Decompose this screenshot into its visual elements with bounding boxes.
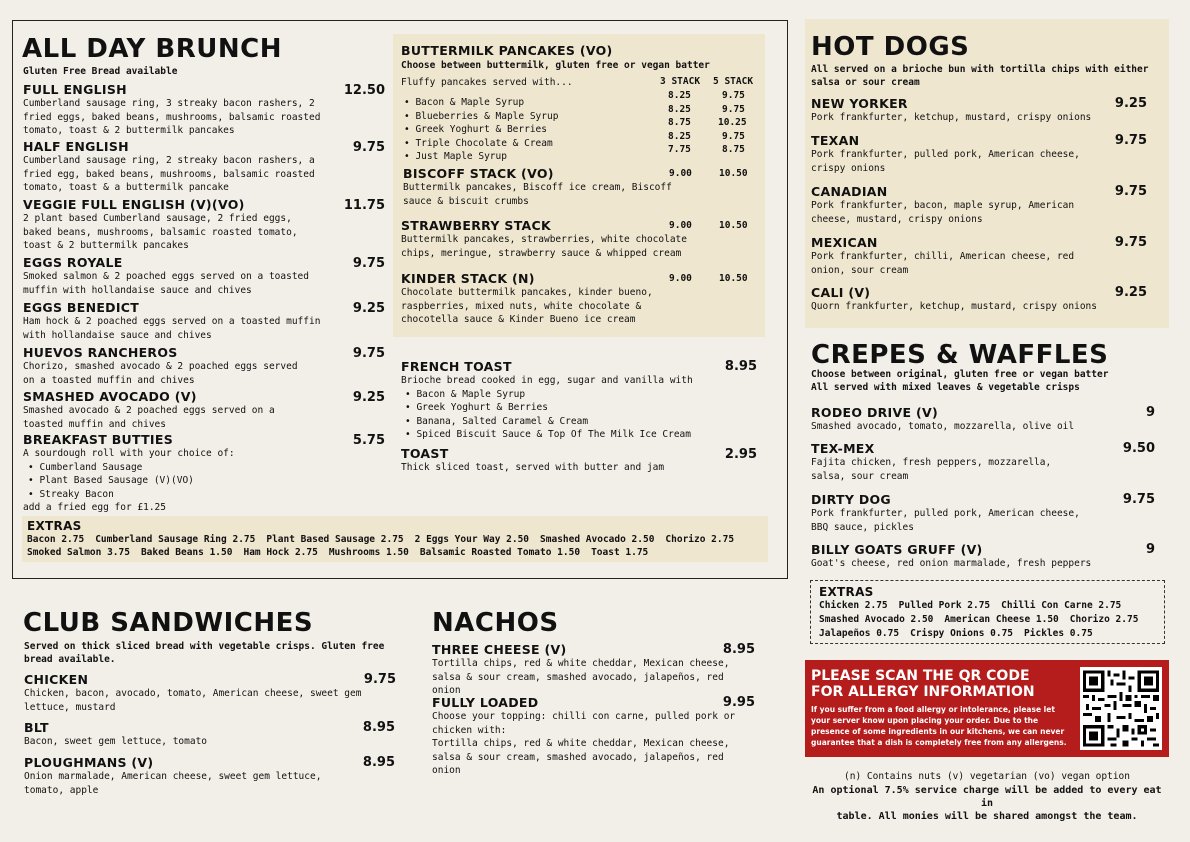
- butties-options: [28, 461, 385, 502]
- item-name: RODEO DRIVE (V): [811, 405, 938, 420]
- price-3-stack: 8.75: [668, 117, 691, 128]
- item-name: BREAKFAST BUTTIES: [23, 432, 174, 447]
- item-name: TEXAN: [811, 133, 860, 148]
- menu-item: [24, 672, 396, 714]
- price-3-stack: 7.75: [668, 144, 691, 155]
- price-3-stack: 9.00: [669, 220, 692, 231]
- menu-item: [811, 441, 1155, 483]
- item-description: Pork frankfurter, ketchup, mustard, crispy onions: [811, 112, 1092, 123]
- table-row: [404, 144, 759, 162]
- pancake-toppings: [404, 90, 759, 162]
- item-description: Smashed avocado, tomato, mozzarella, olive oil: [811, 421, 1075, 432]
- menu-item: [24, 720, 395, 749]
- item-name: DIRTY DOG: [811, 492, 891, 507]
- extra-item: Chicken 2.75: [819, 600, 888, 611]
- item-price: 12.50: [343, 83, 385, 98]
- menu-item: [811, 235, 1147, 277]
- item-name: TEX-MEX: [811, 441, 875, 456]
- menu-item: [23, 255, 385, 297]
- list-item: • Streaky Bacon: [28, 488, 385, 502]
- item-price: 9.25: [352, 301, 385, 316]
- menu-item: [401, 271, 756, 327]
- menu-item: [811, 542, 1155, 571]
- item-price: 9.25: [1114, 96, 1147, 111]
- price-3-stack: 8.25: [668, 90, 691, 101]
- item-name: HUEVOS RANCHEROS: [23, 345, 178, 360]
- menu-item: [23, 345, 385, 387]
- list-item: • Cumberland Sausage: [28, 461, 385, 475]
- extra-item: Mushrooms 1.50: [328, 547, 409, 558]
- item-price: 9.25: [352, 390, 385, 405]
- item-name: FULLY LOADED: [432, 695, 539, 710]
- extra-item: American Cheese 1.50: [944, 614, 1059, 625]
- item-description: Bacon, sweet gem lettuce, tomato: [24, 736, 208, 747]
- item-price: 8.95: [722, 642, 755, 657]
- dietary-legend: (n) Contains nuts (v) vegetarian (vo) vegan option: [844, 771, 1130, 782]
- menu-item: [432, 695, 755, 778]
- column-header-3-stack: 3 STACK: [660, 76, 701, 87]
- item-description: Fajita chicken, fresh peppers, mozzarella, salsa, sour cream: [811, 457, 1052, 482]
- allergy-title: PLEASE SCAN THE QR CODE FOR ALLERGY INFORMATION: [811, 668, 1035, 700]
- item-price: 9.50: [1122, 441, 1155, 456]
- extra-item: Smashed Avocado 2.50: [819, 614, 934, 625]
- extra-item: Jalapeños 0.75: [819, 628, 900, 639]
- item-name: PLOUGHMANS (V): [24, 755, 154, 770]
- extra-item: Cumberland Sausage Ring 2.75: [95, 534, 256, 545]
- item-name: CALI (V): [811, 285, 871, 300]
- topping-bullet: •: [404, 110, 416, 122]
- qr-code-icon[interactable]: [1080, 667, 1162, 750]
- price-5-stack: 10.50: [719, 273, 748, 284]
- item-description: Tortilla chips, red & white cheddar, Mexican cheese, salsa & sour cream, smashed avocado, jalapeños, red onion: [432, 658, 730, 696]
- item-description: Cumberland sausage ring, 2 streaky bacon rashers, a fried egg, baked beans, mushrooms, balsamic roasted tomato, toast & a buttermilk pancake: [23, 155, 315, 193]
- item-name: CANADIAN: [811, 184, 888, 199]
- extra-item: Crispy Onions 0.75: [910, 628, 1014, 639]
- crepes-extras: [810, 580, 1165, 644]
- item-description: Onion marmalade, American cheese, sweet gem lettuce, tomato, apple: [24, 771, 322, 796]
- pancakes-title: BUTTERMILK PANCAKES (VO): [401, 43, 613, 58]
- item-name: SMASHED AVOCADO (V): [23, 389, 197, 404]
- extras-row: [819, 599, 1156, 613]
- table-row: [404, 103, 759, 122]
- item-name: FULL ENGLISH: [23, 82, 127, 97]
- extra-item: Plant Based Sausage 2.75: [266, 534, 404, 545]
- item-description: Thick sliced toast, served with butter and jam: [401, 462, 665, 473]
- item-name: KINDER STACK (N): [401, 271, 535, 286]
- item-name: EGGS BENEDICT: [23, 300, 140, 315]
- topping-bullet: •: [404, 137, 416, 149]
- table-row: [404, 90, 759, 108]
- item-description: Cumberland sausage ring, 3 streaky bacon rashers, 2 fried eggs, baked beans, mushrooms, balsamic roasted tomato, toast & 2 buttermilk pancakes: [23, 98, 321, 136]
- list-item: • Spiced Biscuit Sauce & Top Of The Milk Ice Cream: [405, 428, 757, 442]
- item-price: 8.95: [362, 755, 395, 770]
- menu-item: [811, 285, 1147, 314]
- item-name: CHICKEN: [24, 672, 89, 687]
- item-price: 9.75: [1114, 133, 1147, 148]
- menu-item: [401, 446, 757, 475]
- item-price: 9.25: [1114, 285, 1147, 300]
- item-description: Choose your topping: chilli con carne, pulled pork or chicken with: Tortilla chips, red & white cheddar, Mexican cheese, salsa & sour cream, smashed avocado, jalapeños, red onion: [432, 711, 736, 776]
- item-name: BISCOFF STACK (VO): [403, 166, 554, 181]
- extras-row: [27, 533, 763, 547]
- price-5-stack: 10.50: [719, 168, 748, 179]
- item-description: Smoked salmon & 2 poached eggs served on a toasted muffin with hollandaise sauce and chives: [23, 271, 309, 296]
- price-3-stack: 9.00: [669, 273, 692, 284]
- service-charge-note: An optional 7.5% service charge will be added to every eat in table. All monies will be shared amongst the team.: [812, 785, 1162, 822]
- allergy-notice: [805, 660, 1169, 757]
- item-price: 9.75: [352, 140, 385, 155]
- item-name: FRENCH TOAST: [401, 359, 512, 374]
- extra-item: Chorizo 2.75: [665, 534, 735, 545]
- brunch-title: ALL DAY BRUNCH: [22, 34, 282, 64]
- topping-name: Greek Yoghurt & Berries: [415, 124, 548, 135]
- extra-item: Chorizo 2.75: [1069, 614, 1139, 625]
- crepes-subtitle: Choose between original, gluten free or vegan batter All served with mixed leaves & vegetable crisps: [811, 369, 1109, 393]
- topping-bullet: •: [404, 124, 416, 135]
- crepes-title: CREPES & WAFFLES: [811, 340, 1109, 370]
- menu-item: [811, 96, 1147, 125]
- topping-name: Blueberries & Maple Syrup: [415, 110, 559, 122]
- extra-item: Pulled Pork 2.75: [898, 600, 991, 611]
- list-item: • Greek Yoghurt & Berries: [405, 401, 757, 415]
- item-price: 9.75: [363, 672, 396, 687]
- item-description: Pork frankfurter, pulled pork, American cheese, crispy onions: [811, 149, 1080, 174]
- menu-item: [23, 389, 385, 431]
- table-row: [404, 117, 759, 135]
- extra-item: Chilli Con Carne 2.75: [1001, 600, 1122, 611]
- item-name: VEGGIE FULL ENGLISH (V)(VO): [23, 197, 245, 212]
- topping-name: Just Maple Syrup: [415, 151, 507, 162]
- price-3-stack: 9.00: [669, 168, 692, 179]
- price-3-stack: 8.25: [668, 130, 691, 142]
- item-description: Brioche bread cooked in egg, sugar and vanilla with: [401, 375, 693, 386]
- table-row: [404, 130, 759, 149]
- club-subtitle: Served on thick sliced bread with vegetable crisps. Gluten free bread available.: [24, 641, 385, 665]
- extras-row: [819, 627, 1156, 641]
- brunch-subtitle: Gluten Free Bread available: [23, 66, 178, 77]
- topping-bullet: •: [404, 97, 416, 108]
- menu-item: [23, 82, 385, 138]
- item-price: 9: [1145, 542, 1155, 557]
- price-5-stack: 9.75: [722, 90, 745, 101]
- menu-item: [23, 139, 385, 195]
- extras-title: EXTRAS: [819, 585, 874, 599]
- extra-item: Pickles 0.75: [1024, 628, 1093, 639]
- item-name: EGGS ROYALE: [23, 255, 123, 270]
- menu-item: [23, 432, 385, 515]
- menu-item: [811, 405, 1155, 434]
- item-price: 9.75: [1122, 492, 1155, 507]
- item-name: BLT: [24, 720, 49, 735]
- item-price: 9.75: [1114, 184, 1147, 199]
- column-header-5-stack: 5 STACK: [713, 76, 754, 87]
- extra-item: Toast 1.75: [591, 547, 649, 558]
- hotdogs-subtitle: All served on a brioche bun with tortilla chips with either salsa or sour cream: [811, 64, 1149, 88]
- list-item: • Bacon & Maple Syrup: [405, 388, 757, 402]
- item-price: 9: [1145, 405, 1155, 420]
- extras-row: [819, 613, 1156, 627]
- item-price: 2.95: [724, 447, 757, 462]
- price-5-stack: 9.75: [722, 103, 745, 115]
- extra-item: Baked Beans 1.50: [140, 547, 233, 558]
- list-item: • Plant Based Sausage (V)(VO): [28, 474, 385, 488]
- price-5-stack: 10.25: [718, 117, 747, 128]
- item-name: THREE CHEESE (V): [432, 642, 567, 657]
- price-5-stack: 10.50: [719, 220, 748, 231]
- menu-item: [23, 197, 385, 253]
- item-description: Pork frankfurter, chilli, American cheese, red onion, sour cream: [811, 251, 1075, 276]
- item-description: Buttermilk pancakes, Biscoff ice cream, Biscoff sauce & biscuit crumbs: [403, 182, 672, 207]
- menu-item: [432, 642, 755, 698]
- item-description: A sourdough roll with your choice of:: [23, 448, 235, 459]
- item-description: Goat's cheese, red onion marmalade, fresh peppers: [811, 558, 1092, 569]
- menu-item: [811, 492, 1155, 534]
- topping-name: Triple Chocolate & Cream: [415, 137, 553, 149]
- pancakes-intro: Fluffy pancakes served with...: [401, 77, 573, 88]
- club-title: CLUB SANDWICHES: [23, 608, 314, 638]
- price-3-stack: 8.25: [668, 103, 691, 115]
- french-toast-options: [405, 388, 757, 442]
- extra-item: Balsamic Roasted Tomato 1.50: [419, 547, 581, 558]
- extra-item: 2 Eggs Your Way 2.50: [414, 534, 530, 545]
- extra-item: Ham Hock 2.75: [243, 547, 318, 558]
- price-5-stack: 8.75: [722, 144, 745, 155]
- menu-item: [23, 300, 385, 342]
- item-description: Ham hock & 2 poached eggs served on a toasted muffin with hollandaise sauce and chives: [23, 316, 321, 341]
- item-description: Buttermilk pancakes, strawberries, white chocolate chips, meringue, strawberry sauce & whipped cream: [401, 234, 687, 259]
- extra-item: Smashed Avocado 2.50: [540, 534, 655, 545]
- topping-bullet: •: [404, 151, 416, 162]
- item-price: 8.95: [724, 359, 757, 374]
- item-description: Quorn frankfurter, ketchup, mustard, crispy onions: [811, 301, 1097, 312]
- pancakes-subtitle: Choose between buttermilk, gluten free or vegan batter: [401, 60, 710, 71]
- extras-row: [27, 546, 763, 560]
- menu-item: [811, 133, 1147, 175]
- item-name: BILLY GOATS GRUFF (V): [811, 542, 983, 557]
- item-price: 8.95: [362, 720, 395, 735]
- item-price: 9.75: [352, 346, 385, 361]
- brunch-extras: [22, 516, 768, 562]
- item-name: NEW YORKER: [811, 96, 908, 111]
- hotdogs-title: HOT DOGS: [811, 32, 970, 62]
- item-price: 9.75: [1114, 235, 1147, 250]
- item-price: 11.75: [343, 198, 385, 213]
- menu-item: [401, 359, 757, 442]
- item-name: MEXICAN: [811, 235, 878, 250]
- item-description: Chorizo, smashed avocado & 2 poached eggs served on a toasted muffin and chives: [23, 361, 298, 386]
- item-price: 5.75: [352, 433, 385, 448]
- topping-name: Bacon & Maple Syrup: [415, 97, 525, 108]
- list-item: • Banana, Salted Caramel & Cream: [405, 415, 757, 429]
- allergy-text: If you suffer from a food allergy or intolerance, please let your server know upon placing your order. Due to the presence of some ingredients in our kitchens, we can never guarantee that a dish is completely free from any allergens.: [811, 705, 1067, 747]
- item-name: TOAST: [401, 446, 449, 461]
- item-name: HALF ENGLISH: [23, 139, 129, 154]
- nachos-title: NACHOS: [432, 608, 559, 638]
- extra-item: Smoked Salmon 3.75: [27, 547, 130, 558]
- menu-item: [24, 755, 395, 797]
- item-description: Smashed avocado & 2 poached eggs served on a toasted muffin and chives: [23, 405, 275, 430]
- item-description: Pork frankfurter, bacon, maple syrup, American cheese, mustard, crispy onions: [811, 200, 1075, 225]
- item-price: 9.75: [352, 256, 385, 271]
- extra-item: Bacon 2.75: [27, 534, 85, 545]
- menu-item: [811, 184, 1147, 226]
- item-price: 9.95: [722, 695, 755, 710]
- item-description: 2 plant based Cumberland sausage, 2 fried eggs, baked beans, mushrooms, balsamic roasted tomato, toast & 2 buttermilk pancakes: [23, 213, 298, 251]
- menu-item: [401, 218, 756, 260]
- extras-title: EXTRAS: [27, 519, 82, 533]
- menu-item: [403, 166, 758, 208]
- item-name: STRAWBERRY STACK: [401, 218, 551, 233]
- butties-addon: add a fried egg for £1.25: [23, 502, 166, 513]
- item-description: Pork frankfurter, pulled pork, American cheese, BBQ sauce, pickles: [811, 508, 1080, 533]
- item-description: Chicken, bacon, avocado, tomato, American cheese, sweet gem lettuce, mustard: [24, 688, 362, 713]
- price-5-stack: 9.75: [722, 130, 745, 142]
- item-description: Chocolate buttermilk pancakes, kinder bueno, raspberries, mixed nuts, white chocolate & chocotella sauce & Kinder Bueno ice cream: [401, 287, 653, 325]
